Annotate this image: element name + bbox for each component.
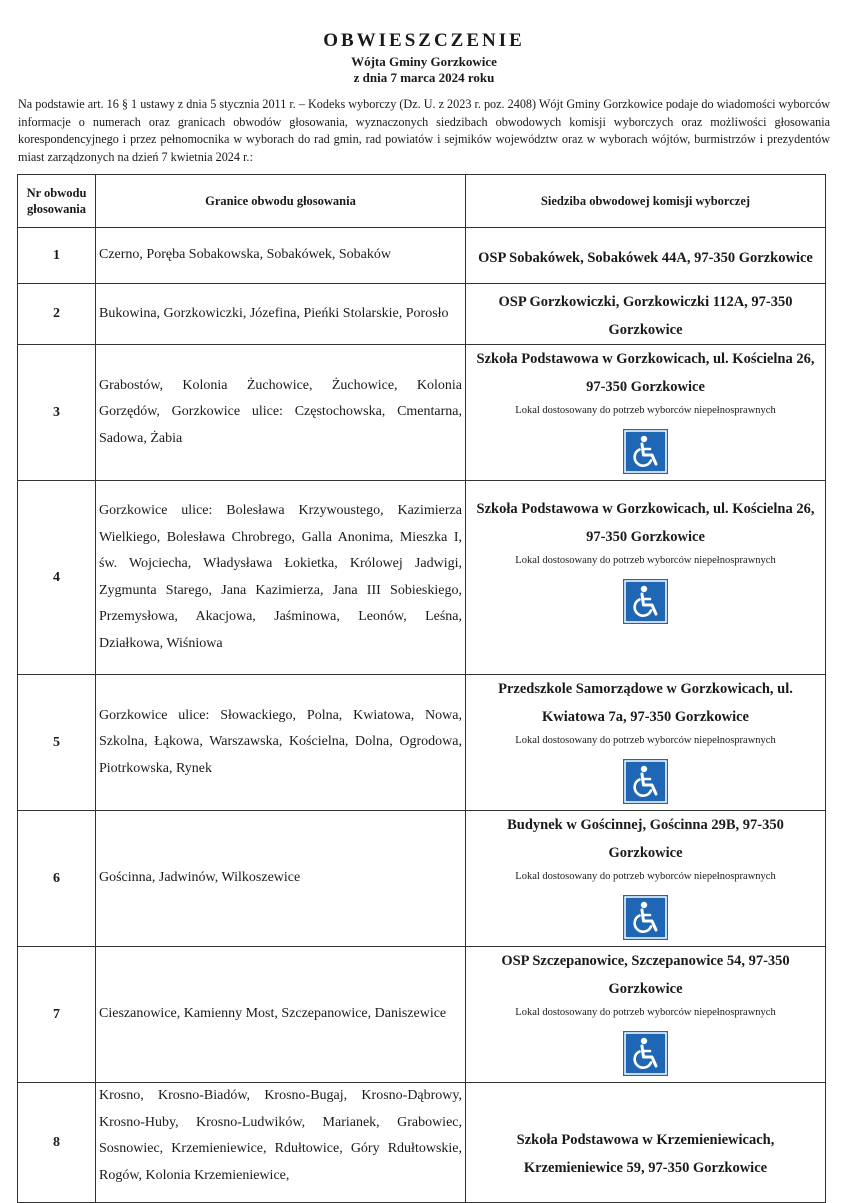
table-row [18, 811, 826, 947]
table-row [18, 345, 826, 481]
seat-name: Szkoła Podstawowa w Gorzkowicach, ul. Kościelna 26, 97-350 Gorzkowice [476, 351, 815, 395]
seat-name: Szkoła Podstawowa w Krzemieniewicach, Krzemieniewice 59, 97-350 Gorzkowice [516, 1131, 775, 1176]
district-number: 4 [18, 481, 96, 675]
district-number: 5 [18, 675, 96, 811]
header-seat: Siedziba obwodowej komisji wyborczej [466, 175, 826, 228]
table-row [18, 228, 826, 284]
accessible-note: Lokal dostosowany do potrzeb wyborców niepełnosprawnych [515, 555, 776, 566]
seat-name: OSP Sobakówek, Sobakówek 44A, 97-350 Gorzkowice [478, 249, 813, 266]
district-seat [466, 228, 826, 284]
header-bounds: Granice obwodu głosowania [96, 175, 466, 228]
district-bounds: Cieszanowice, Kamienny Most, Szczepanowice, Daniszewice [96, 947, 466, 1083]
seat-name: Przedszkole Samorządowe w Gorzkowicach, ul. Kwiatowa 7a, 97-350 Gorzkowice [498, 681, 793, 725]
table-row [18, 675, 826, 811]
district-number: 7 [18, 947, 96, 1083]
table-header-row [18, 175, 826, 228]
wheelchair-icon [623, 759, 668, 804]
intro-paragraph: Na podstawie art. 16 § 1 ustawy z dnia 5 stycznia 2011 r. – Kodeks wyborczy (Dz. U. z 2023 r. poz. 2408) Wójt Gminy Gorzkowice podaje do wiadomości wyborców informacje o numerach oraz granicach obwodów głosowania, wyznaczonych siedzibach obwodowych komisji wyborczych oraz możliwości głosowania korespondencyjnego i przez pełnomocnika w wyborach do rad gmin, rad powiatów i sejmików województw oraz w wyborach wójtów, burmistrzów i prezydentów miast zarządzonych na dzień 7 kwietnia 2024 r.: [18, 97, 830, 164]
accessible-note: Lokal dostosowany do potrzeb wyborców niepełnosprawnych [515, 735, 776, 746]
district-seat [466, 481, 826, 675]
wheelchair-icon [623, 1031, 668, 1076]
table-row [18, 481, 826, 675]
table-row [18, 1083, 826, 1203]
district-seat [466, 1083, 826, 1203]
seat-name: OSP Szczepanowice, Szczepanowice 54, 97-350 Gorzkowice [501, 953, 790, 997]
district-seat [466, 947, 826, 1083]
district-number: 8 [18, 1083, 96, 1203]
wheelchair-icon [623, 895, 668, 940]
document-subtitle: Wójta Gminy Gorzkowice [351, 54, 497, 69]
accessible-note: Lokal dostosowany do potrzeb wyborców niepełnosprawnych [515, 1007, 776, 1018]
wheelchair-icon [623, 579, 668, 624]
district-bounds: Krosno, Krosno-Biadów, Krosno-Bugaj, Krosno-Dąbrowy, Krosno-Huby, Krosno-Ludwików, Marianek, Grabowiec, Sosnowiec, Krzemieniewice, Rdułtowice, Góry Rdułtowskie, Rogów, Kolonia Krzemieniewice, [96, 1083, 466, 1203]
district-bounds: Gorzkowice ulice: Słowackiego, Polna, Kwiatowa, Nowa, Szkolna, Łąkowa, Warszawska, Kościelna, Dolna, Ogrodowa, Piotrkowska, Rynek [96, 675, 466, 811]
wheelchair-icon [623, 429, 668, 474]
seat-name: OSP Gorzkowiczki, Gorzkowiczki 112A, 97-350 Gorzkowice [498, 294, 793, 338]
district-number: 2 [18, 284, 96, 345]
document-date: z dnia 7 marca 2024 roku [353, 70, 495, 85]
document-title: OBWIESZCZENIE [323, 30, 525, 51]
seat-name: Budynek w Gościnnej, Gościnna 29B, 97-350 Gorzkowice [507, 817, 784, 861]
polling-districts-table [17, 174, 826, 1203]
district-seat [466, 811, 826, 947]
seat-name: Szkoła Podstawowa w Gorzkowicach, ul. Kościelna 26, 97-350 Gorzkowice [476, 501, 815, 545]
district-seat [466, 675, 826, 811]
accessible-note: Lokal dostosowany do potrzeb wyborców niepełnosprawnych [515, 405, 776, 416]
district-bounds: Bukowina, Gorzkowiczki, Józefina, Pieńki Stolarskie, Porosło [96, 284, 466, 345]
header-nr: Nr obwodu głosowania [18, 175, 96, 228]
district-seat [466, 284, 826, 345]
district-bounds: Czerno, Poręba Sobakowska, Sobakówek, Sobaków [96, 228, 466, 284]
accessible-note: Lokal dostosowany do potrzeb wyborców niepełnosprawnych [515, 871, 776, 882]
table-row [18, 284, 826, 345]
district-bounds: Gorzkowice ulice: Bolesława Krzywoustego, Kazimierza Wielkiego, Bolesława Chrobrego, Galla Anonima, Mieszka I, św. Wojciecha, Władysława Łokietka, Królowej Jadwigi, Zygmunta Starego, Jana Kazimierza, Jana III Sobieskiego, Przemysłowa, Akacjowa, Jaśminowa, Leonów, Leśna, Działkowa, Wiśniowa [96, 481, 466, 675]
district-bounds: Gościnna, Jadwinów, Wilkoszewice [96, 811, 466, 947]
district-number: 3 [18, 345, 96, 481]
district-seat [466, 345, 826, 481]
district-number: 1 [18, 228, 96, 284]
district-bounds: Grabostów, Kolonia Żuchowice, Żuchowice, Kolonia Gorzędów, Gorzkowice ulice: Częstochowska, Cmentarna, Sadowa, Żabia [96, 345, 466, 481]
table-row [18, 947, 826, 1083]
district-number: 6 [18, 811, 96, 947]
